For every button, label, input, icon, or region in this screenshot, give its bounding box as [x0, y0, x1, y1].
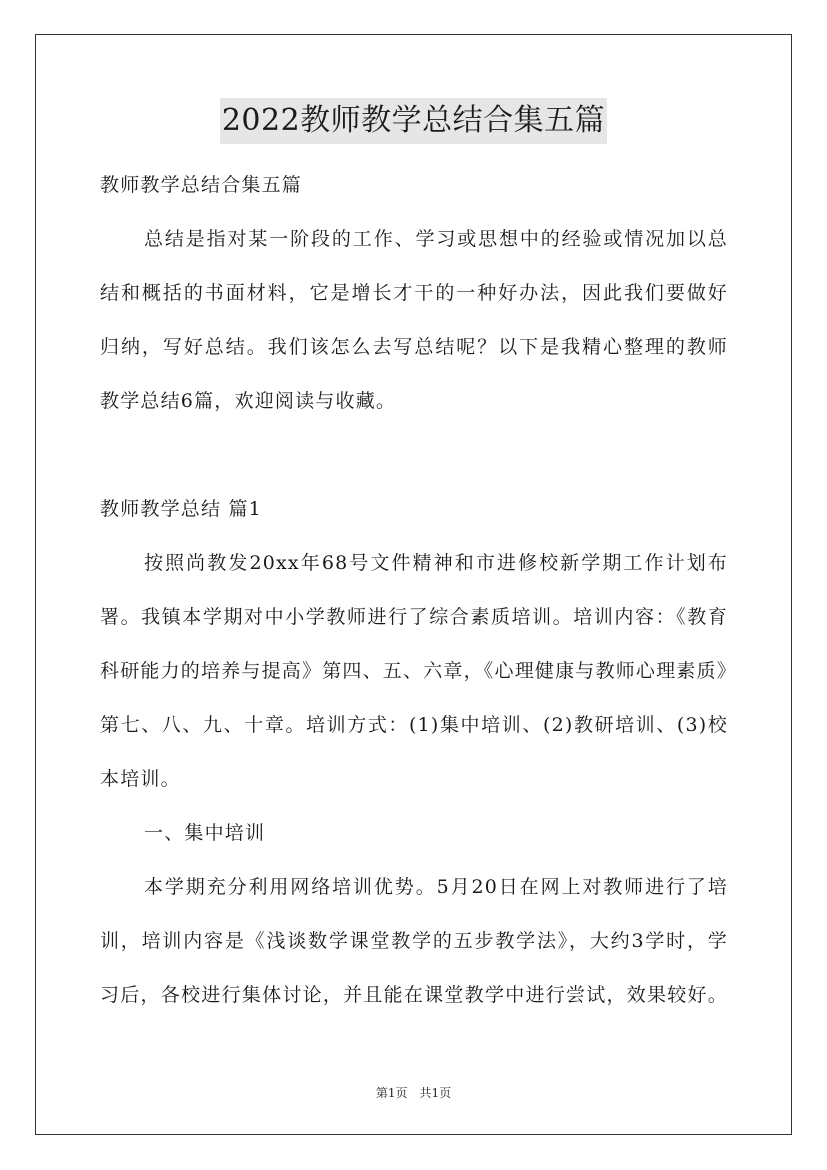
section-paragraph [100, 550, 737, 793]
sub-paragraph [100, 874, 728, 1009]
paragraph-line: 归纳，写好总结。我们该怎么去写总结呢？以下是我精心整理的教师 [100, 336, 728, 358]
paragraph-line: 结和概括的书面材料，它是增长才干的一种好办法，因此我们要做好 [100, 282, 728, 304]
paragraph-line: 教学总结6篇，欢迎阅读与收藏。 [100, 390, 397, 412]
paragraph-line: 习后，各校进行集体讨论，并且能在课堂教学中进行尝试，效果较好。 [100, 984, 728, 1006]
document-body [100, 172, 737, 1009]
paragraph-line: 科研能力的培养与提高》第四、五、六章，《心理健康与教师心理素质》 [100, 660, 737, 682]
paragraph-line: 本培训。 [100, 768, 181, 790]
page-footer [0, 1084, 827, 1101]
paragraph-line: 训，培训内容是《浅谈数学课堂教学的五步教学法》，大约3学时，学 [100, 930, 728, 952]
subheading: 一、集中培训 [144, 822, 266, 844]
document-subtitle: 教师教学总结合集五篇 [100, 174, 303, 196]
paragraph-line: 第七、八、九、十章。培训方式：(1)集中培训、(2)教研培训、(3)校 [100, 714, 728, 736]
paragraph-line: 署。我镇本学期对中小学教师进行了综合素质培训。培训内容：《教育 [100, 606, 728, 628]
section-heading: 教师教学总结 篇1 [100, 498, 262, 520]
document-title: 2022教师教学总结合集五篇 [220, 98, 607, 144]
paragraph-line: 总结是指对某一阶段的工作、学习或思想中的经验或情况加以总 [144, 228, 728, 250]
intro-paragraph [100, 226, 728, 415]
page-number: 第1页 共1页 [375, 1086, 452, 1100]
paragraph-line: 本学期充分利用网络培训优势。5月20日在网上对教师进行了培 [144, 876, 728, 898]
paragraph-line: 按照尚教发20xx年68号文件精神和市进修校新学期工作计划布 [144, 552, 728, 574]
title-container [0, 98, 827, 144]
